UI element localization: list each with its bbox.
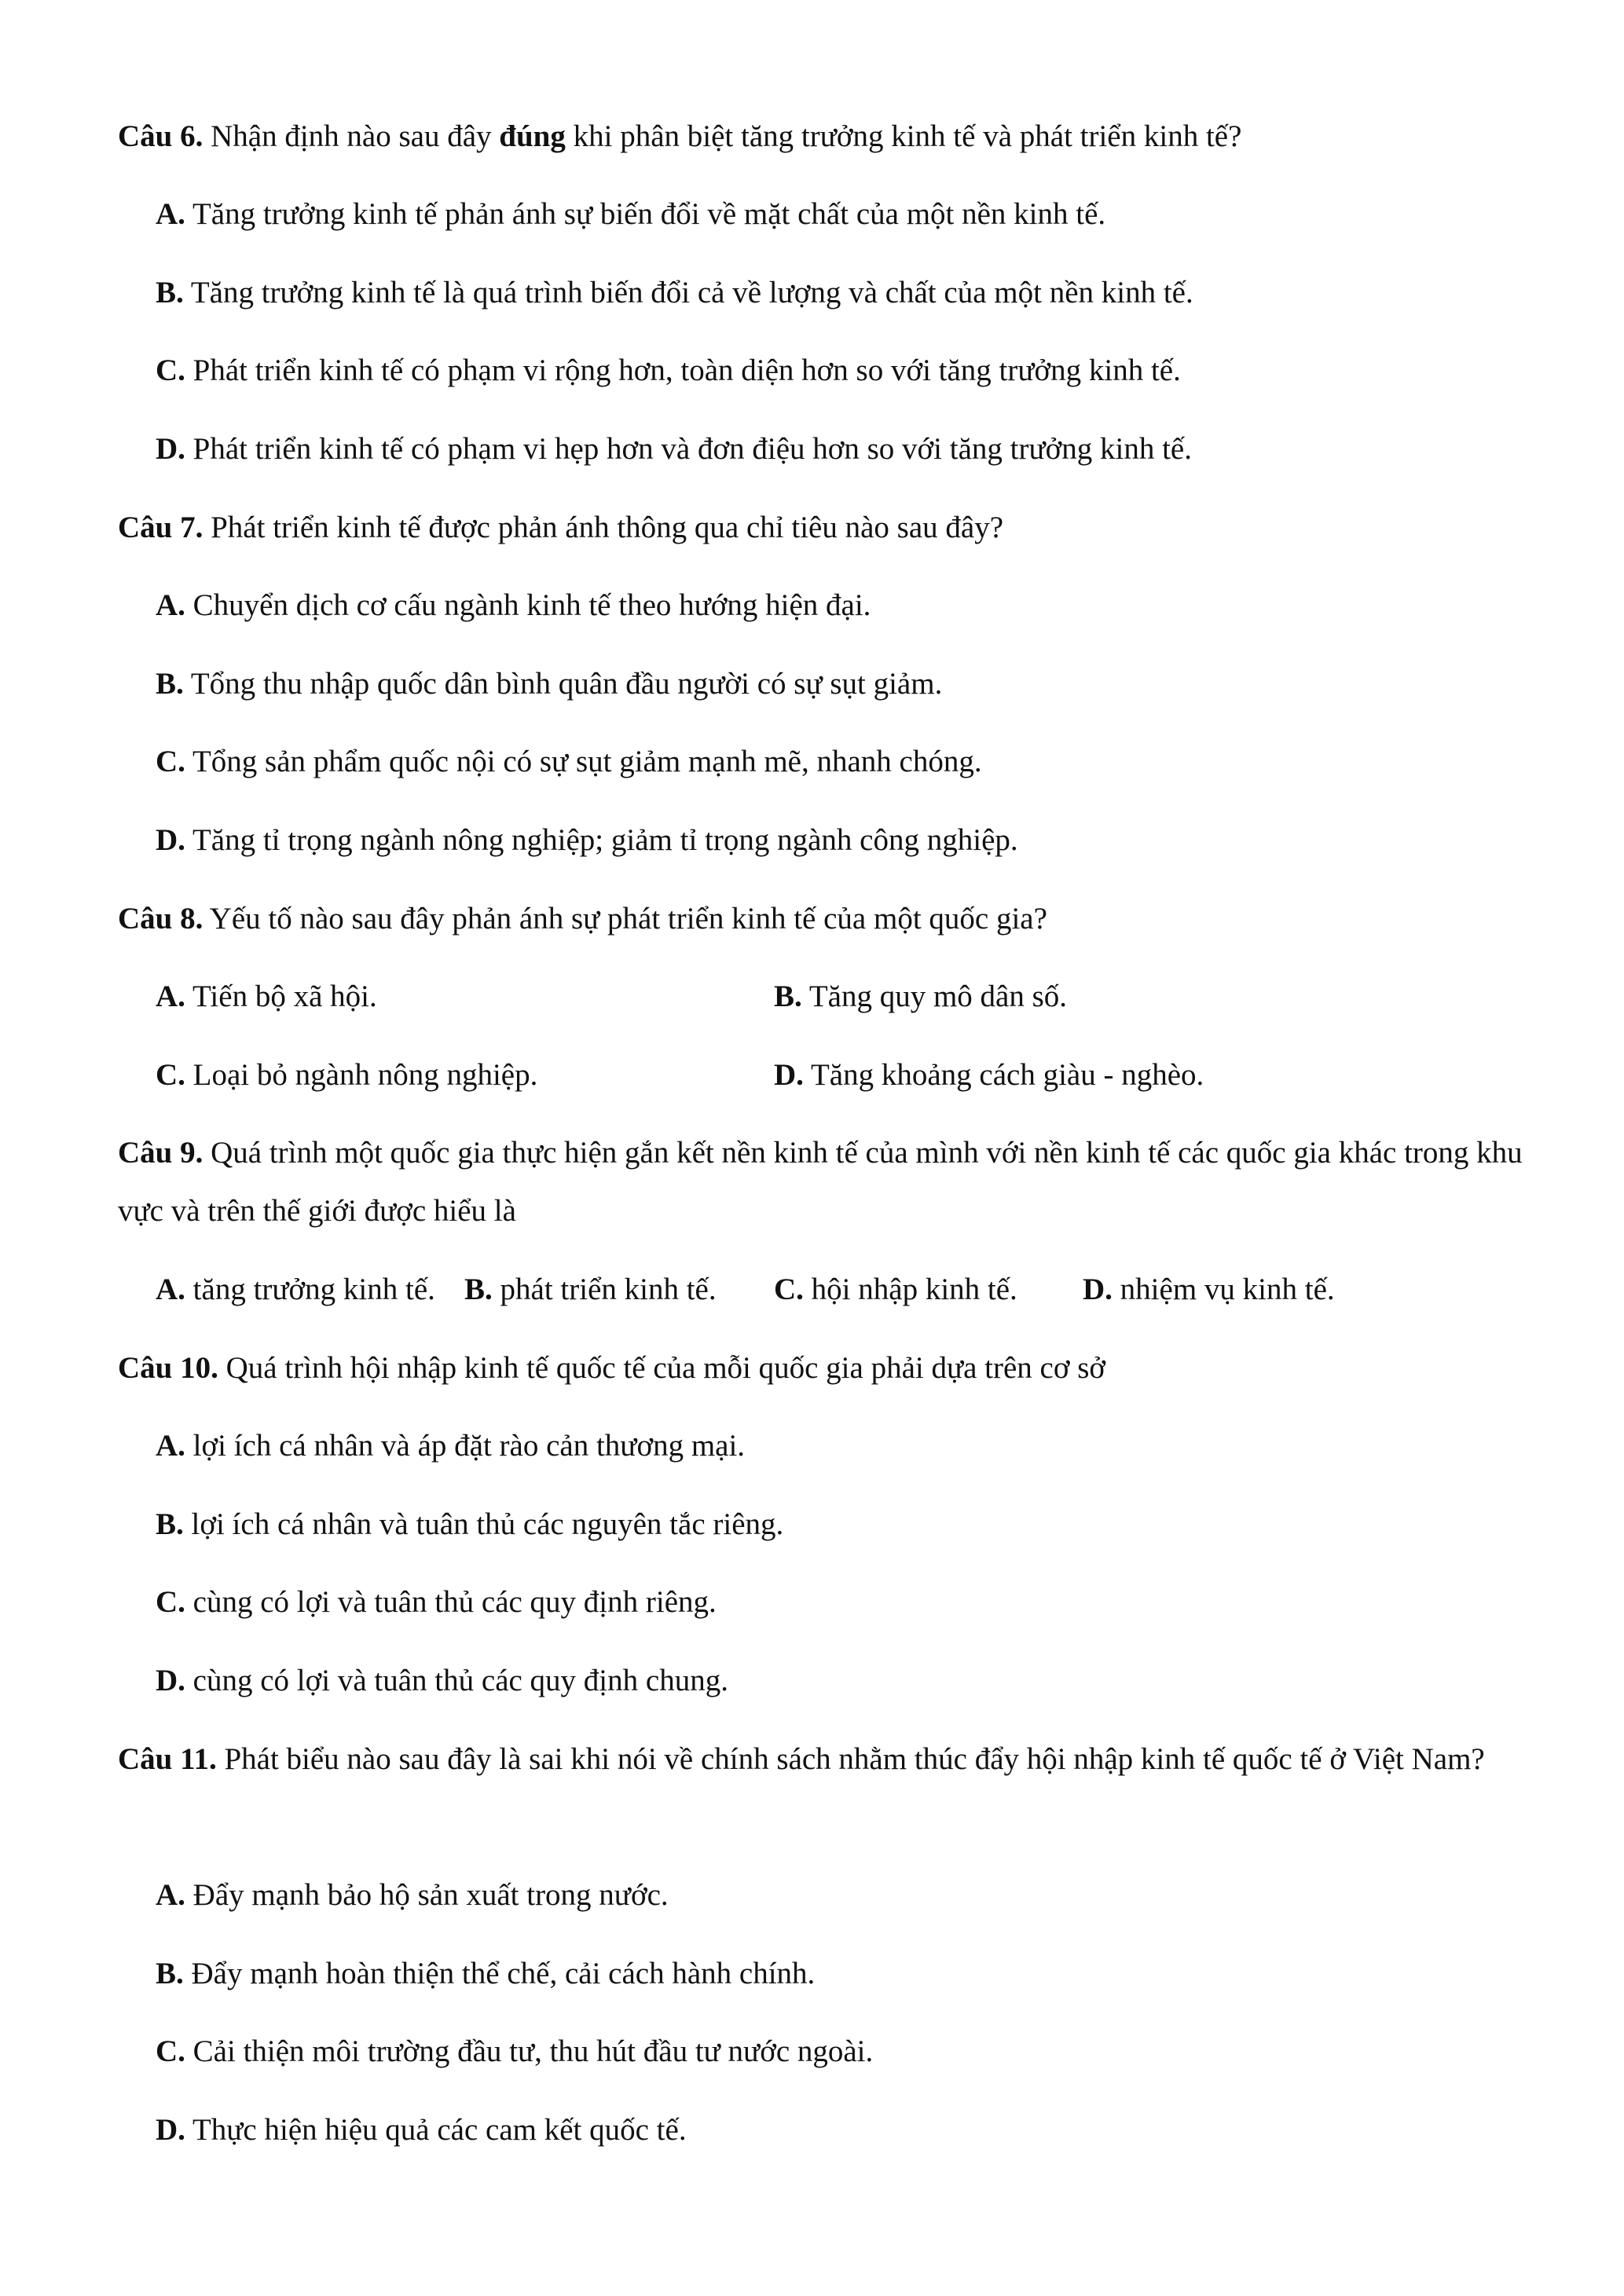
option-label: A.	[156, 980, 185, 1013]
option-label: D.	[156, 432, 185, 466]
option-label: D.	[774, 1058, 804, 1092]
option-text: Chuyển dịch cơ cấu ngành kinh tế theo hướng hiện đại.	[192, 588, 871, 622]
option-text: lợi ích cá nhân và áp đặt rào cản thương mại.	[192, 1429, 746, 1463]
question-7-stem	[118, 499, 1524, 557]
option-text: hội nhập kinh tế.	[811, 1273, 1017, 1306]
option-label: D.	[156, 2113, 185, 2147]
option-text: Tăng khoảng cách giàu - nghèo.	[810, 1058, 1204, 1092]
option-text: Tiến bộ xã hội.	[192, 980, 377, 1013]
question-9-option-c	[774, 1270, 1017, 1309]
question-number: Câu 11.	[118, 1742, 217, 1776]
option-text: phát triển kinh tế.	[500, 1273, 717, 1306]
question-8-stem	[118, 890, 1524, 948]
option-label: C.	[774, 1273, 804, 1306]
question-number: Câu 6.	[118, 119, 203, 153]
option-label: C.	[156, 1058, 185, 1092]
question-10-option-c	[156, 1583, 717, 1622]
option-text: Đẩy mạnh bảo hộ sản xuất trong nước.	[192, 1878, 669, 1912]
question-9-option-d	[1083, 1270, 1335, 1309]
option-label: D.	[156, 823, 185, 857]
option-label: A.	[156, 197, 185, 231]
question-8-option-c	[156, 1056, 537, 1095]
option-label: C.	[156, 2034, 185, 2068]
question-6-stem	[118, 108, 1524, 166]
question-10-option-d	[156, 1661, 728, 1701]
question-number: Câu 9.	[118, 1136, 203, 1170]
question-number: Câu 8.	[118, 902, 203, 936]
question-text: Yếu tố nào sau đây phản ánh sự phát triển kinh tế của một quốc gia?	[209, 902, 1047, 936]
option-label: A.	[156, 1429, 185, 1463]
question-6-option-c	[156, 351, 1181, 390]
question-7-option-a	[156, 586, 871, 625]
question-6-option-d	[156, 430, 1192, 469]
question-text: khi phân biệt tăng trưởng kinh tế và phát triển kinh tế?	[573, 119, 1242, 153]
question-11-option-c	[156, 2032, 873, 2071]
question-10-option-a	[156, 1426, 745, 1466]
option-label: D.	[156, 1664, 185, 1697]
question-8-option-b	[774, 977, 1067, 1016]
option-text: Cải thiện môi trường đầu tư, thu hút đầu tư nước ngoài.	[192, 2034, 874, 2068]
question-11-option-b	[156, 1954, 815, 1994]
question-8-option-d	[774, 1056, 1204, 1095]
question-7-option-b	[156, 665, 942, 704]
option-text: lợi ích cá nhân và tuân thủ các nguyên tắc riêng.	[191, 1507, 784, 1541]
question-number: Câu 7.	[118, 511, 203, 544]
question-11-stem	[118, 1730, 1524, 1789]
option-label: D.	[1083, 1273, 1113, 1306]
question-6-option-b	[156, 273, 1193, 313]
option-text: Đẩy mạnh hoàn thiện thể chế, cải cách hành chính.	[191, 1957, 816, 1990]
question-text: Nhận định nào sau đây	[211, 119, 492, 153]
option-text: Tăng tỉ trọng ngành nông nghiệp; giảm tỉ trọng ngành công nghiệp.	[192, 823, 1018, 857]
option-text: Tăng trưởng kinh tế phản ánh sự biến đổi về mặt chất của một nền kinh tế.	[192, 197, 1106, 231]
question-emphasis: đúng	[499, 119, 566, 153]
option-label: A.	[156, 588, 185, 622]
option-text: Thực hiện hiệu quả các cam kết quốc tế.	[192, 2113, 687, 2147]
question-10-stem	[118, 1339, 1524, 1397]
option-text: tăng trưởng kinh tế.	[192, 1273, 435, 1306]
question-9-option-b	[464, 1270, 717, 1309]
option-label: C.	[156, 745, 185, 778]
question-6-option-a	[156, 195, 1105, 234]
option-text: cùng có lợi và tuân thủ các quy định chung.	[192, 1664, 728, 1697]
option-label: B.	[156, 1507, 184, 1541]
question-7-option-c	[156, 742, 982, 782]
question-text: Phát triển kinh tế được phản ánh thông qua chỉ tiêu nào sau đây?	[211, 511, 1004, 544]
question-8-option-a	[156, 977, 377, 1016]
question-text: Quá trình hội nhập kinh tế quốc tế của mỗi quốc gia phải dựa trên cơ sở	[225, 1351, 1106, 1385]
option-label: C.	[156, 1585, 185, 1619]
option-label: A.	[156, 1878, 185, 1912]
option-text: Tổng thu nhập quốc dân bình quân đầu người có sự sụt giảm.	[190, 667, 943, 701]
option-text: Tăng trưởng kinh tế là quá trình biến đổi cả về lượng và chất của một nền kinh tế.	[190, 276, 1193, 309]
question-11-option-d	[156, 2111, 687, 2150]
question-9-option-a	[156, 1270, 435, 1309]
option-text: Tổng sản phẩm quốc nội có sự sụt giảm mạnh mẽ, nhanh chóng.	[192, 745, 982, 778]
option-label: A.	[156, 1273, 185, 1306]
option-label: B.	[774, 980, 802, 1013]
question-number: Câu 10.	[118, 1351, 218, 1385]
option-label: B.	[156, 276, 184, 309]
option-text: nhiệm vụ kinh tế.	[1120, 1273, 1335, 1306]
option-label: B.	[464, 1273, 493, 1306]
option-text: Phát triển kinh tế có phạm vi rộng hơn, toàn diện hơn so với tăng trưởng kinh tế.	[192, 353, 1181, 387]
option-text: Tăng quy mô dân số.	[808, 980, 1068, 1013]
question-text: Phát biểu nào sau đây là sai khi nói về chính sách nhằm thúc đẩy hội nhập kinh tế quốc tế ở Việt Nam?	[224, 1742, 1485, 1776]
option-label: B.	[156, 667, 184, 701]
question-7-option-d	[156, 821, 1018, 860]
option-label: B.	[156, 1957, 184, 1990]
question-text: Quá trình một quốc gia thực hiện gắn kết nền kinh tế của mình với nền kinh tế các quốc gia khác trong khu vực và trên thế giới được hiểu là	[118, 1136, 1523, 1228]
option-text: cùng có lợi và tuân thủ các quy định riêng.	[192, 1585, 717, 1619]
question-9-stem	[118, 1124, 1524, 1240]
question-11-option-a	[156, 1876, 669, 1915]
option-text: Phát triển kinh tế có phạm vi hẹp hơn và đơn điệu hơn so với tăng trưởng kinh tế.	[192, 432, 1192, 466]
option-label: C.	[156, 353, 185, 387]
option-text: Loại bỏ ngành nông nghiệp.	[192, 1058, 538, 1092]
question-10-option-b	[156, 1505, 783, 1544]
